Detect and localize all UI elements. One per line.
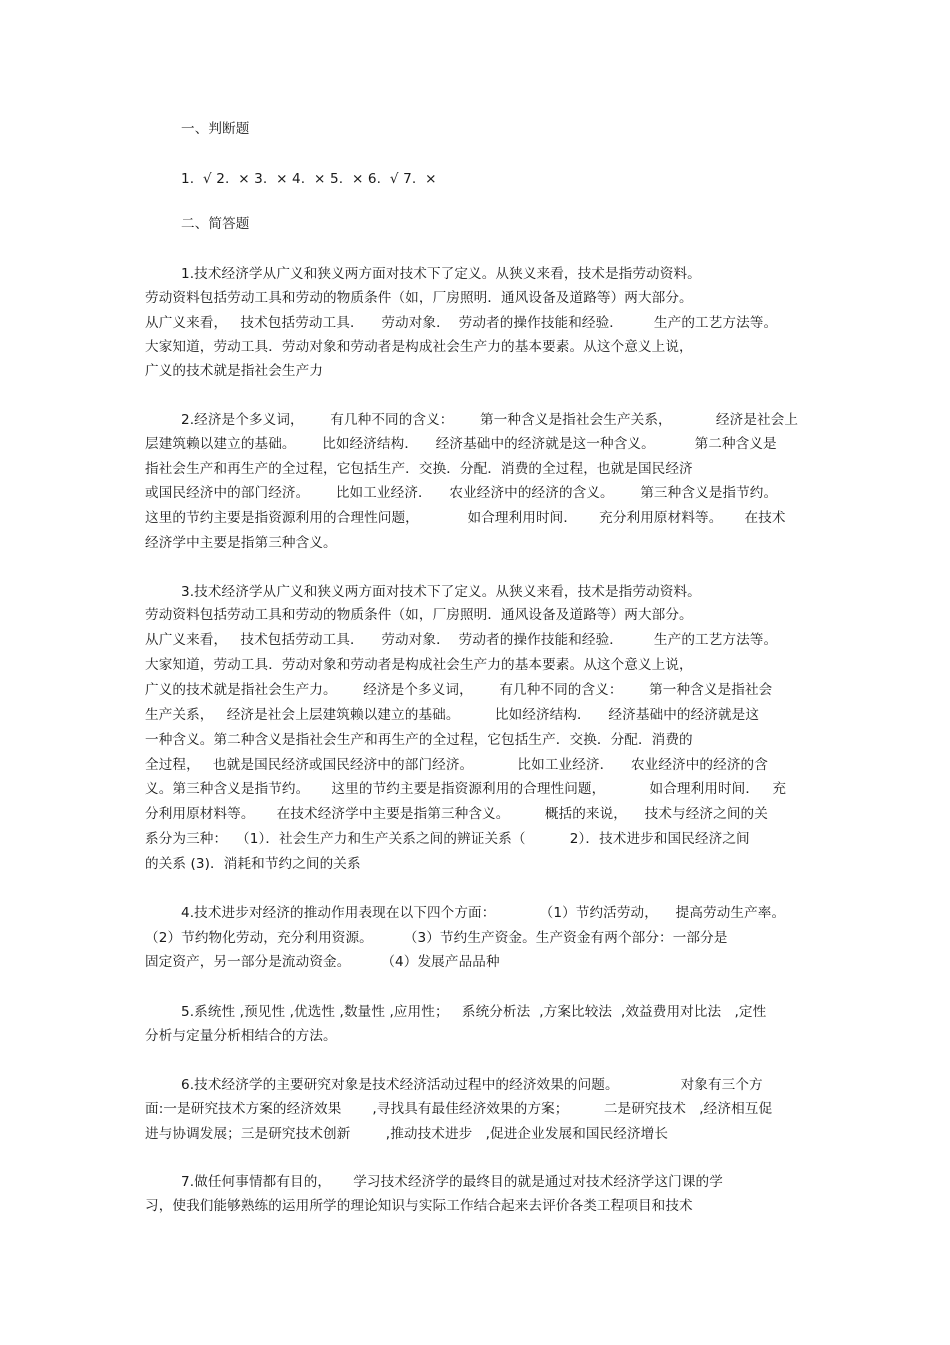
answer-2-line: 指社会生产和再生产的全过程，它包括生产．交换．分配．消费的全过程，也就是国民经济 [145, 461, 693, 477]
answer-1-line: 广义的技术就是指社会生产力 [145, 363, 324, 379]
answer-3-line: 从广义来看， 技术包括劳动工具． 劳动对象． 劳动者的操作技能和经验． 生产的工艺方法等。 [145, 632, 778, 648]
answer-4-line: 4.技术进步对经济的推动作用表现在以下四个方面： （1）节约活劳动， 提高劳动生产率。 [181, 905, 786, 921]
answer-3-line: 生产关系， 经济是社会上层建筑赖以建立的基础。 比如经济结构． 经济基础中的经济就是这 [145, 707, 760, 723]
answer-3-line: 义。第三种含义是指节约。 这里的节约主要是指资源利用的合理性问题， 如合理利用时间． 充 [145, 781, 787, 797]
answer-6-line: 进与协调发展；三是研究技术创新 ,推动技术进步 ,促进企业发展和国民经济增长 [145, 1126, 669, 1142]
answer-3-line: 大家知道，劳动工具．劳动对象和劳动者是构成社会生产力的基本要素。从这个意义上说， [145, 657, 693, 673]
answer-6-line: 6.技术经济学的主要研究对象是技术经济活动过程中的经济效果的问题。 对象有三个方 [181, 1077, 763, 1093]
answer-1-line: 大家知道，劳动工具．劳动对象和劳动者是构成社会生产力的基本要素。从这个意义上说， [145, 339, 693, 355]
answer-3-line: 分利用原材料等。 在技术经济学中主要是指第三种含义。 概括的来说， 技术与经济之间的关 [145, 806, 768, 822]
answer-6-line: 面:一是研究技术方案的经济效果 ,寻找具有最佳经济效果的方案； 二是研究技术 ,经济相互促 [145, 1101, 773, 1117]
answer-3-line: 广义的技术就是指社会生产力。 经济是个多义词， 有几种不同的含义： 第一种含义是指社会 [145, 682, 773, 698]
answer-1-line: 1.技术经济学从广义和狭义两方面对技术下了定义。从狭义来看，技术是指劳动资料。 [181, 266, 701, 282]
answer-3-line: 的关系 (3)．消耗和节约之间的关系 [145, 856, 361, 872]
answer-4-line: 固定资产，另一部分是流动资金。 （4）发展产品品种 [145, 954, 500, 970]
answer-1-line: 劳动资料包括劳动工具和劳动的物质条件（如，厂房照明．通风设备及道路等）两大部分。 [145, 290, 693, 306]
answer-2-line: 层建筑赖以建立的基础。 比如经济结构． 经济基础中的经济就是这一种含义。 第二种含义是 [145, 436, 777, 452]
answer-1-line: 从广义来看， 技术包括劳动工具． 劳动对象． 劳动者的操作技能和经验． 生产的工艺方法等。 [145, 315, 778, 331]
answer-7-line: 7.做任何事情都有目的， 学习技术经济学的最终目的就是通过对技术经济学这门课的学 [181, 1174, 723, 1190]
section-title-short-answer: 二、简答题 [181, 216, 250, 232]
answer-5-line: 分析与定量分析相结合的方法。 [145, 1028, 337, 1044]
answer-2-line: 这里的节约主要是指资源利用的合理性问题， 如合理利用时间． 充分利用原材料等。 在技术 [145, 510, 786, 526]
judgment-answers: 1. √ 2. × 3. × 4. × 5. × 6. √ 7. × [181, 171, 437, 187]
answer-3-line: 3.技术经济学从广义和狭义两方面对技术下了定义。从狭义来看，技术是指劳动资料。 [181, 584, 701, 600]
answer-3-line: 全过程， 也就是国民经济或国民经济中的部门经济。 比如工业经济． 农业经济中的经济的含 [145, 757, 768, 773]
section-title-judgment: 一、判断题 [181, 121, 250, 137]
answer-7-line: 习，使我们能够熟练的运用所学的理论知识与实际工作结合起来去评价各类工程项目和技术 [145, 1198, 693, 1214]
answer-3-line: 劳动资料包括劳动工具和劳动的物质条件（如，厂房照明．通风设备及道路等）两大部分。 [145, 607, 693, 623]
answer-2-line: 经济学中主要是指第三种含义。 [145, 535, 337, 551]
answer-3-line: 一种含义。第二种含义是指社会生产和再生产的全过程，它包括生产．交换．分配．消费的 [145, 732, 693, 748]
answer-2-line: 2.经济是个多义词， 有几种不同的含义： 第一种含义是指社会生产关系， 经济是社会上 [181, 412, 799, 428]
answer-3-line: 系分为三种： （1）．社会生产力和生产关系之间的辨证关系（ 2）．技术进步和国民经济之间 [145, 831, 750, 847]
answer-5-line: 5.系统性 ,预见性 ,优选性 ,数量性 ,应用性； 系统分析法 ,方案比较法 ,效益费用对比法 ,定性 [181, 1004, 767, 1020]
answer-4-line: （2）节约物化劳动，充分利用资源。 （3）节约生产资金。生产资金有两个部分：一部分是 [145, 930, 728, 946]
answer-2-line: 或国民经济中的部门经济。 比如工业经济． 农业经济中的经济的含义。 第三种含义是指节约。 [145, 485, 778, 501]
